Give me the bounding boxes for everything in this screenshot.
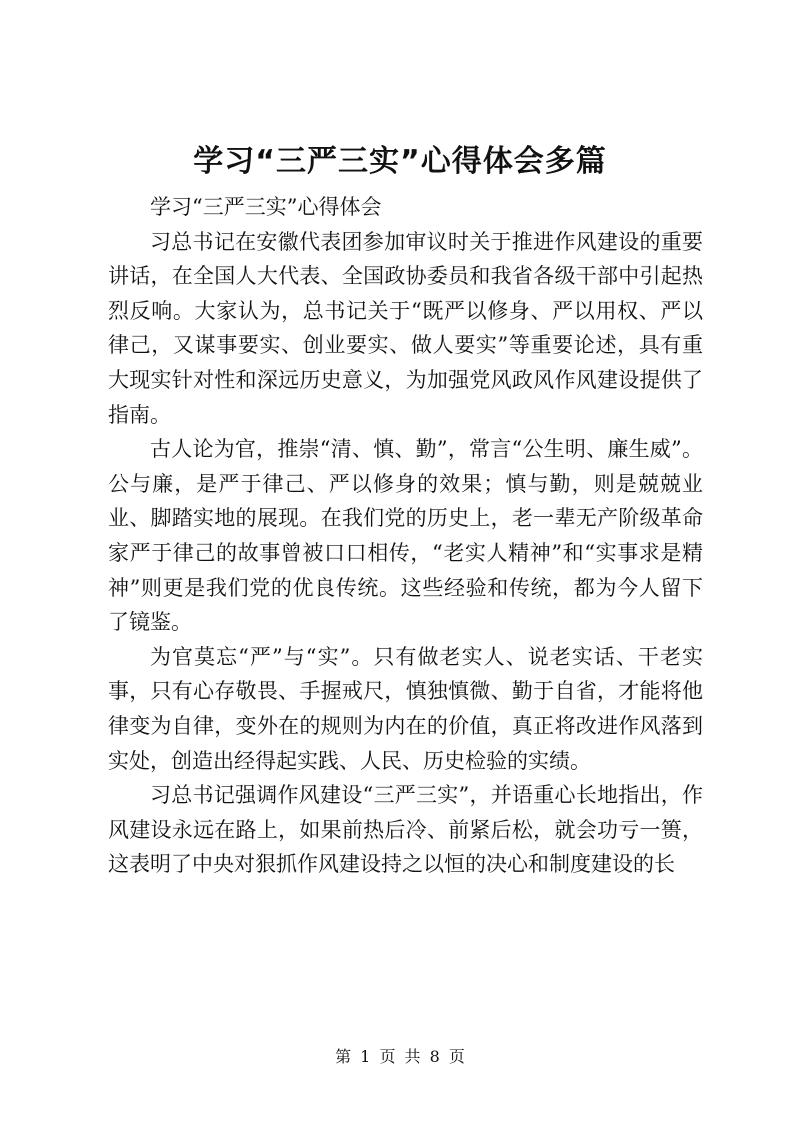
paragraph-2: 古人论为官，推崇“清、慎、勤”，常言“公生明、廉生威”。公与廉，是严于律己、严以修身的效果；慎与勤，则是兢兢业业、脚踏实地的展现。在我们党的历史上，老一辈无产阶级革命家严于律己的故事曾被口口相传，“老实人精神”和“实事求是精神”则更是我们党的优良传统。这些经验和传统，都为今人留下了镜鉴。 <box>108 437 703 635</box>
document-body <box>108 190 703 882</box>
paragraph-4: 习总书记强调作风建设“三严三实”，并语重心长地指出，作风建设永远在路上，如果前热后冷、前紧后松，就会功亏一篑，这表明了中央对狠抓作风建设持之以恒的决心和制度建设的长 <box>108 783 703 877</box>
paragraph-3: 为官莫忘“严”与“实”。只有做老实人、说老实话、干老实事，只有心存敬畏、手握戒尺，慎独慎微、勤于自省，才能将他律变为自律，变外在的规则为内在的价值，真正将改进作风落到实处，创造出经得起实践、人民、历史检验的实绩。 <box>108 644 703 773</box>
page-number-footer: 第 1 页 共 8 页 <box>335 1047 465 1066</box>
document-title: 学习“三严三实”心得体会多篇 <box>193 144 607 179</box>
section-subtitle: 学习“三严三实”心得体会 <box>150 195 382 219</box>
paragraph-1: 习总书记在安徽代表团参加审议时关于推进作风建设的重要讲话，在全国人大代表、全国政协委员和我省各级干部中引起热烈反响。大家认为，总书记关于“既严以修身、严以用权、严以律己，又谋事要实、创业要实、做人要实”等重要论述，具有重大现实针对性和深远历史意义，为加强党风政风作风建设提供了指南。 <box>108 229 703 427</box>
